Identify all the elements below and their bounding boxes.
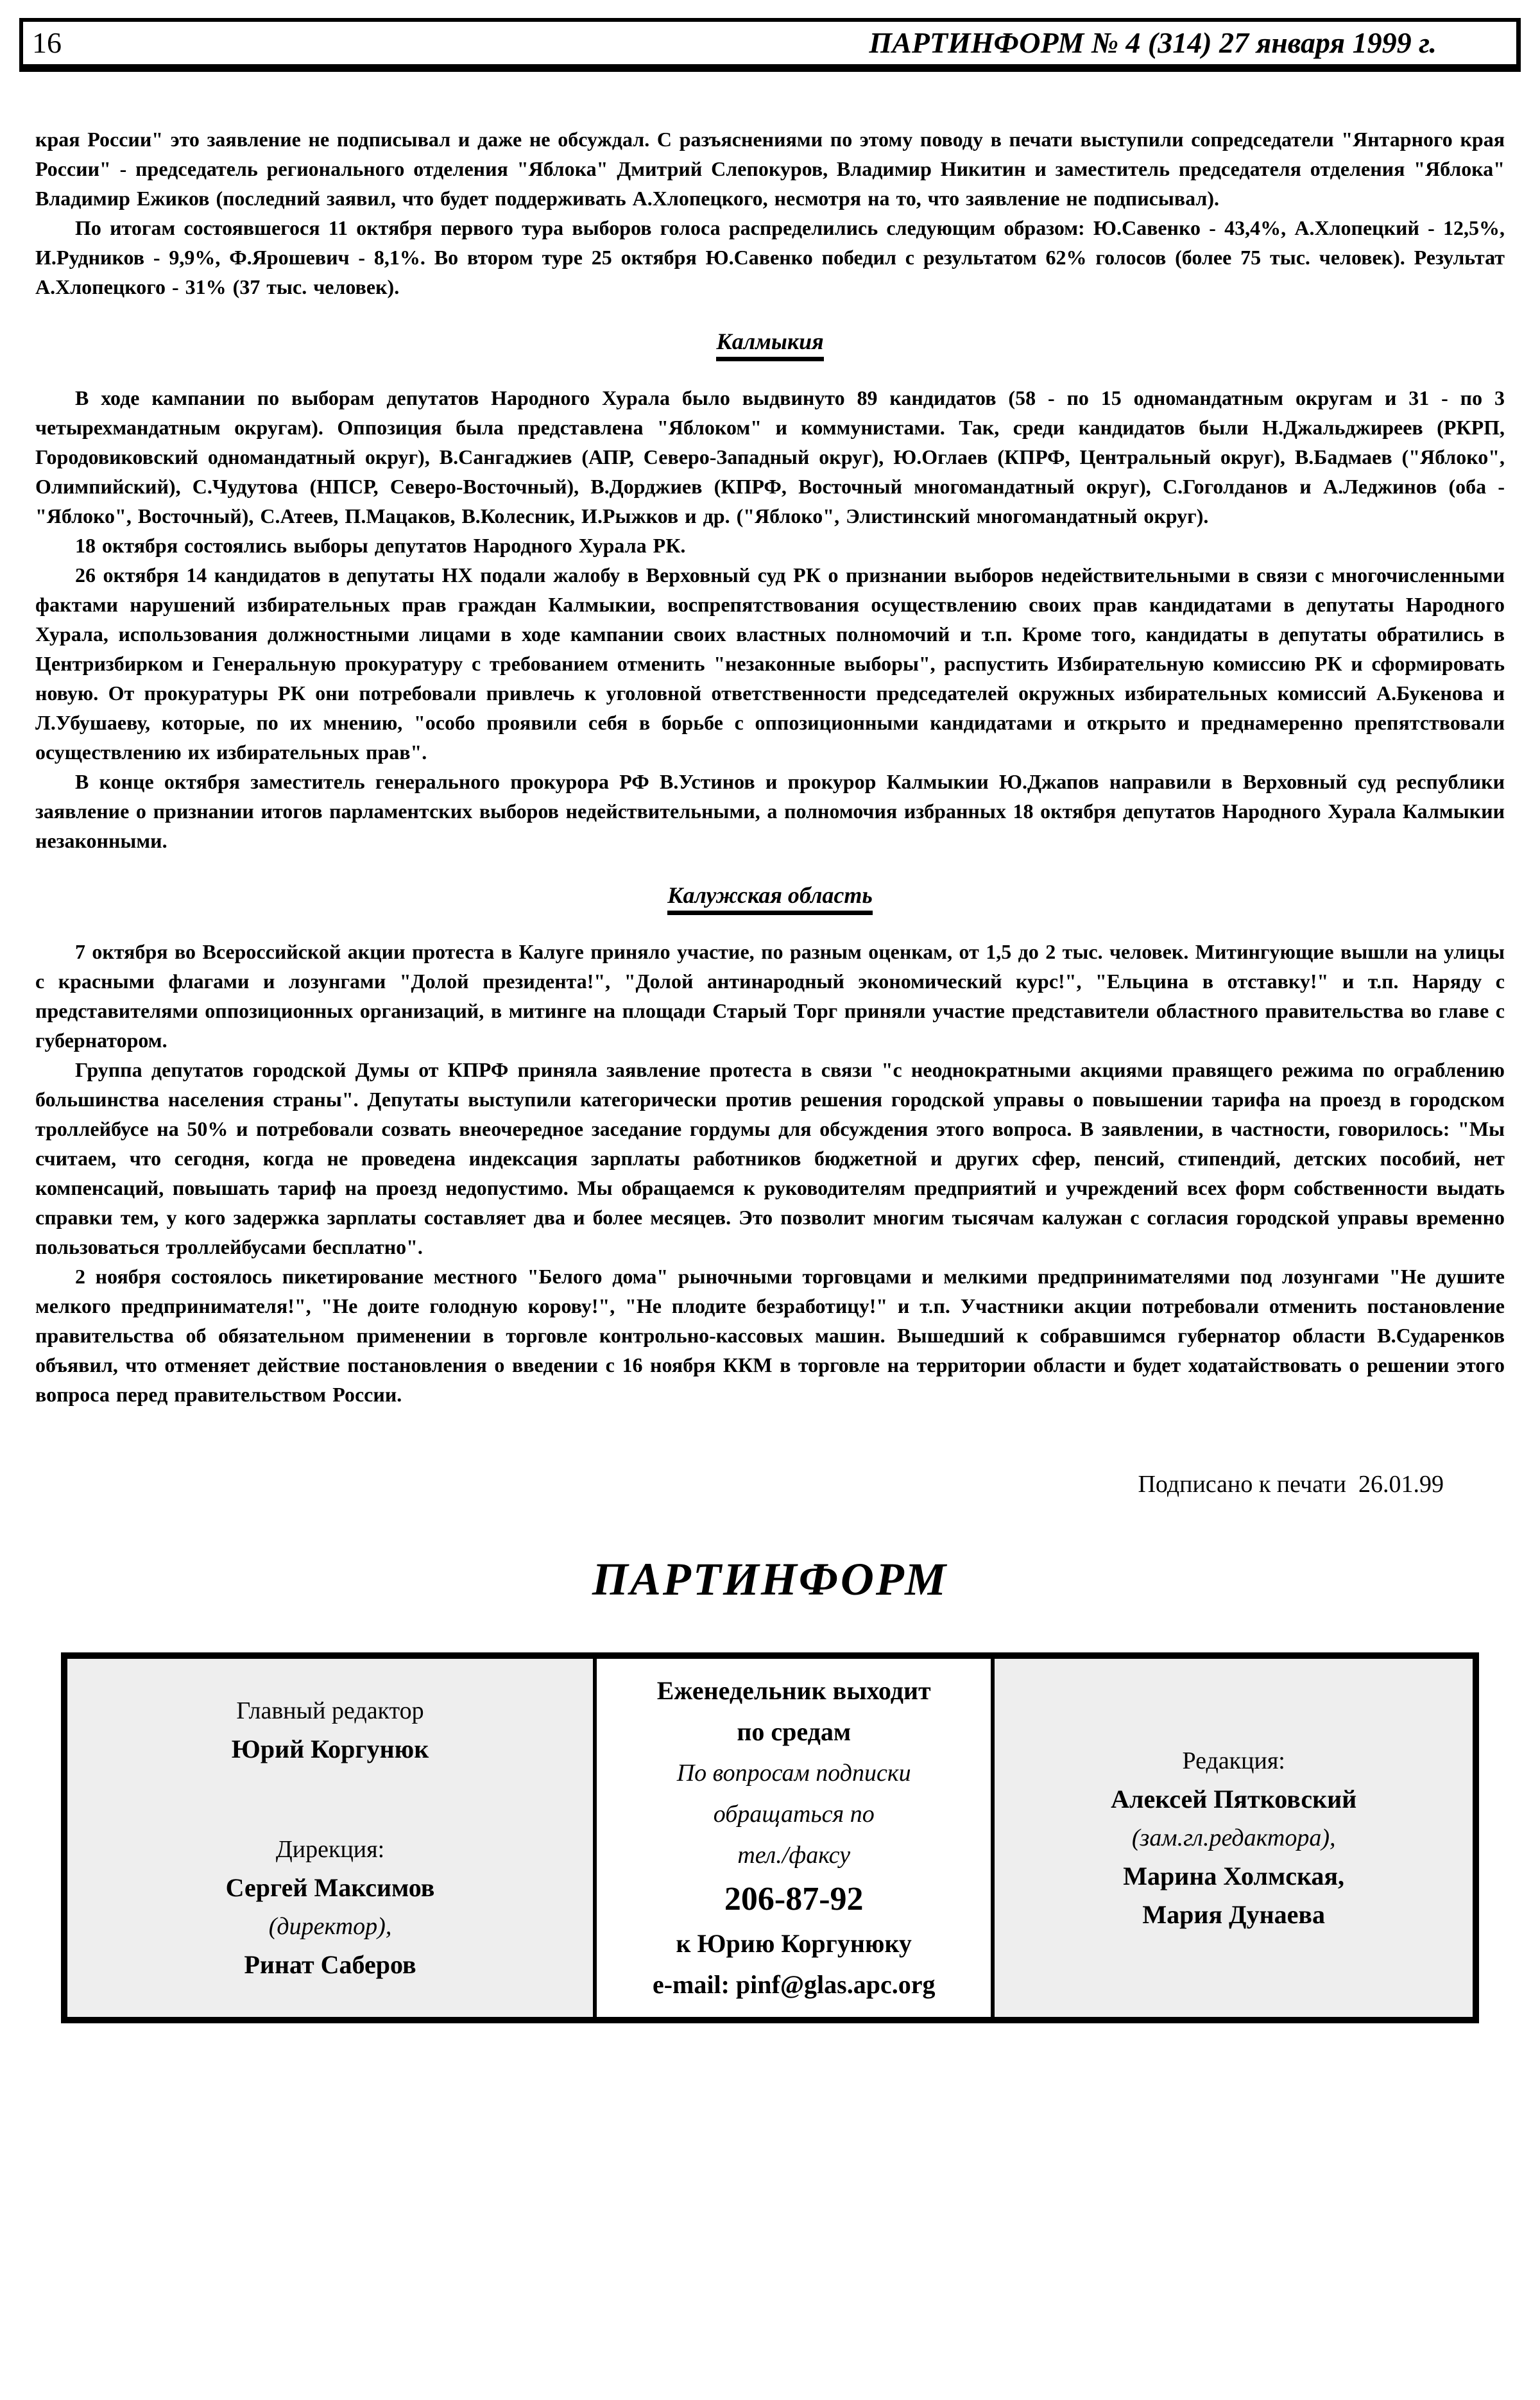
email-line: e-mail: pinf@glas.apc.org [652, 1969, 936, 1999]
direction-label: Дирекция: [275, 1835, 385, 1863]
deputy-name: Алексей Пятковский [1111, 1784, 1357, 1813]
paragraph: 7 октября во Всероссийской акции протеста в Калуге приняло участие, по разным оценкам, от 1,5 до 2 тыс. человек. Митингующие вышли на улицы с красными флагами и лозунгами "Долой президента!", "Долой антинародный экономический курс!", "Ельцина в отставку!" и т.п. Наряду с представителями оппозиционных организаций, в митинге на площади Старый Торг приняли участие представители областного правительства во главе с губернатором. [35, 940, 1505, 1052]
section-heading-kalmykia [35, 329, 1505, 361]
subscribe-line: тел./факсу [737, 1841, 851, 1869]
phone-number: 206-87-92 [724, 1880, 864, 1917]
imprint-box [61, 1652, 1479, 2023]
page-number: 16 [32, 26, 62, 59]
contact-name: к Юрию Коргунюку [676, 1928, 912, 1958]
paragraph: В конце октября заместитель генерального прокурора РФ В.Устинов и прокурор Калмыкии Ю.Джапов направили в Верховный суд республики заявление о признании итогов парламентских выборов недействительными, а полномочия избранных 18 октября депутатов Народного Хурала Калмыкии незаконными. [35, 770, 1505, 852]
editor-name: Мария Дунаева [1142, 1899, 1325, 1929]
newspaper-page [0, 18, 1540, 2400]
subscribe-line: По вопросам подписки [676, 1759, 911, 1787]
paragraph: По итогам состоявшегося 11 октября первого тура выборов голоса распределились следующим образом: Ю.Савенко - 43,4%, А.Хлопецкий - 12,5%, И.Рудников - 9,9%, Ф.Ярошевич - 8,1%. Во втором туре 25 октября Ю.Савенко победил с результатом 62% голосов (более 75 тыс. человек). Результат А.Хлопецкого - 31% (37 тыс. человек). [35, 216, 1505, 298]
paragraph: края России" это заявление не подписывал и даже не обсуждал. С разъяснениями по этому поводу в печати выступили сопредседатели "Янтарного края России" - председатель регионального отделения "Яблока" Дмитрий Слепокуров, Владимир Никитин и заместитель председателя отделения "Яблока" Владимир Ежиков (последний заявил, что будет поддерживать А.Хлопецкого, несмотря на то, что заявление не подписывал). [35, 128, 1505, 210]
signed-to-print-line: Подписано к печати 26.01.99 [1138, 1471, 1444, 1498]
director-role: (директор), [268, 1912, 392, 1940]
article-body [35, 124, 1505, 1500]
schedule-line: по средам [737, 1717, 851, 1746]
section-heading-text: Калмыкия [716, 329, 823, 361]
paragraph: В ходе кампании по выборам депутатов Народного Хурала было выдвинуто 89 кандидатов (58 - по 15 одномандатным округам и 31 - по 3 четырехмандатным округам). Оппозиция была представлена "Яблоком" и коммунистами. Так, среди кандидатов были Н.Джальджиреев (РКРП, Городовиковский одномандатный округ), В.Сангаджиев (АПР, Северо-Западный округ), Ю.Оглаев (КПРФ, Центральный округ), В.Бадмаев ("Яблоко", Олимпийский), С.Чудутова (НПСР, Северо-Восточный), В.Дорджиев (КПРФ, Восточный многомандатный округ), С.Гоголданов и А.Леджинов (оба - "Яблоко", Восточный), С.Атеев, П.Мацаков, В.Колесник, И.Рыжков и др. ("Яблоко", Элистинский многомандатный округ). [35, 386, 1505, 527]
section-heading-kaluga [35, 882, 1505, 915]
paragraph: 2 ноября состоялось пикетирование местного "Белого дома" рыночными торговцами и мелкими предпринимателями под лозунгами "Не душите мелкого предпринимателя!", "Не доите голодную корову!", "Не плодите безработицу!" и т.п. Участники акции потребовали отменить постановление правительства об обязательном применении в торговле контрольно-кассовых машин. Вышедший к собравшимся губернатор области В.Сударенков объявил, что отменяет действие постановления о введении с 16 ноября ККМ в торговле на территории области и будет ходатайствовать о решении этого вопроса перед правительством России. [35, 1265, 1505, 1406]
imprint-editorial-column [995, 1659, 1473, 2017]
section-heading-text: Калужская область [667, 882, 873, 915]
schedule-line: Еженедельник выходит [656, 1676, 931, 1705]
chief-editor-label: Главный редактор [236, 1697, 424, 1724]
editorial-label: Редакция: [1182, 1747, 1285, 1774]
paragraph: Группа депутатов городской Думы от КПРФ приняла заявление протеста в связи "с неоднократными акциями правящего режима по ограблению большинства населения страны". Депутаты выступили категорически против решения городской управы о повышении тарифа на проезд в городском троллейбусе на 50% и потребовали созвать внеочередное заседание гордумы для обсуждения этого вопроса. В заявлении, в частности, говорилось: "Мы считаем, что сегодня, когда не проведена индексация зарплаты работников бюджетной и других сфер, пенсий, стипендий, детских пособий, нет компенсаций, повышать тариф на проезд недопустимо. Мы обращаемся к руководителям предприятий и учреждений всех форм собственности выдать справки тем, у кого задержка зарплаты составляет два и более месяцев. Это позволит многим тысячам калужан с согласия городской управы временно пользоваться троллейбусами бесплатно". [35, 1058, 1505, 1258]
imprint-editor-column [67, 1659, 593, 2017]
running-head [19, 18, 1521, 72]
paragraph: 18 октября состоялись выборы депутатов Народного Хурала РК. [75, 534, 686, 557]
imprint-schedule-column [593, 1659, 995, 2017]
director-name: Сергей Максимов [225, 1873, 435, 1902]
second-director-name: Ринат Саберов [244, 1950, 416, 1979]
masthead-title: ПАРТИНФОРМ [592, 1553, 948, 1605]
deputy-role: (зам.гл.редактора), [1131, 1824, 1336, 1851]
chief-editor-name: Юрий Коргунюк [231, 1734, 429, 1763]
subscribe-line: обращаться по [713, 1800, 875, 1828]
editor-name: Марина Холмская, [1123, 1861, 1345, 1890]
paragraph: 26 октября 14 кандидатов в депутаты НХ подали жалобу в Верховный суд РК о признании выборов недействительными в связи с многочисленными фактами нарушений избирательных прав граждан Калмыкии, воспрепятствования осуществлению своих прав кандидатами в депутаты Народного Хурала, использования должностными лицами в ходе кампании своих властных полномочий и т.п. Кроме того, кандидаты в депутаты обратились в Центризбирком и Генеральную прокуратуру с требованием отменить "незаконные выборы", распустить Избирательную комиссию РК и сформировать новую. От прокуратуры РК они потребовали привлечь к уголовной ответственности председателей окружных избирательных комиссий А.Букенова и Л.Убушаеву, которые, по их мнению, "особо проявили себя в борьбе с оппозиционными кандидатами и открыто и преднамеренно препятствовали осуществлению их избирательных прав". [35, 563, 1505, 764]
issue-title: ПАРТИНФОРМ № 4 (314) 27 января 1999 г. [869, 26, 1437, 59]
